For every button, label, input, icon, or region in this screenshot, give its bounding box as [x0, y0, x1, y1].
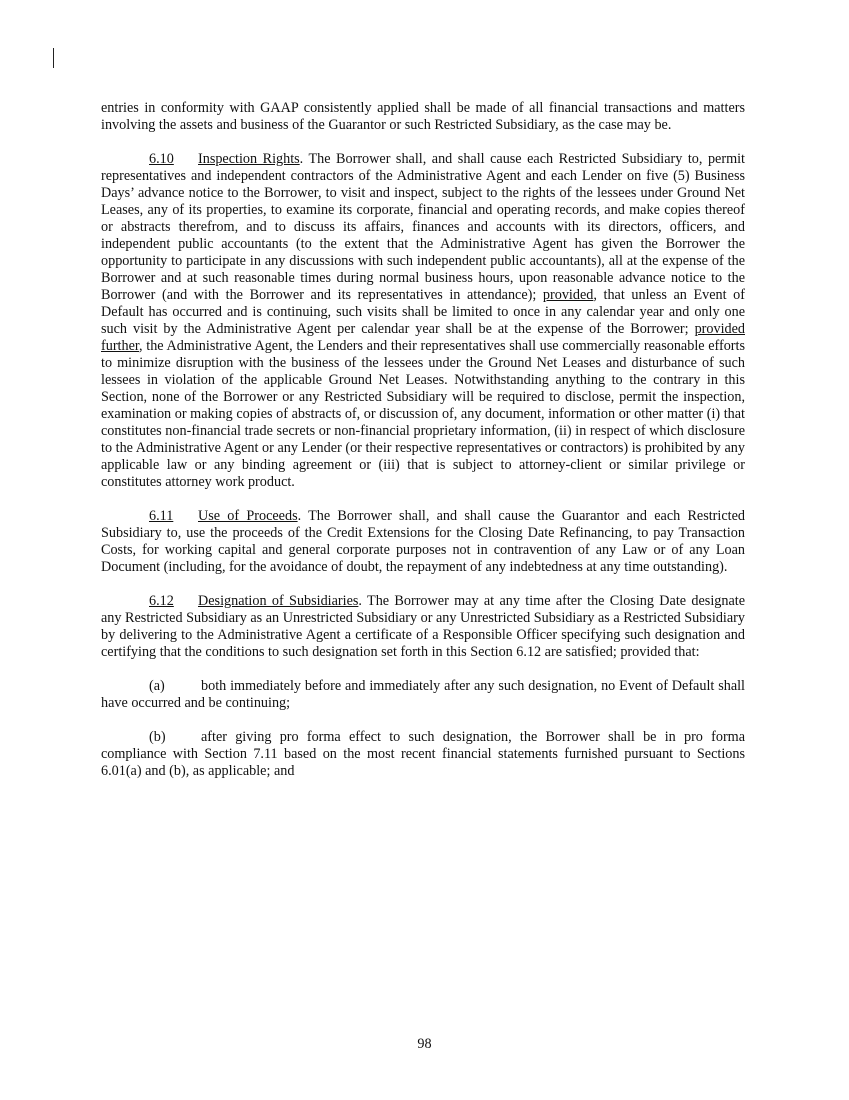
defined-term-provided: provided [694, 321, 745, 337]
section-6-11 [101, 508, 745, 576]
defined-term-further: further [101, 338, 140, 354]
section-text: . The Borrower shall, and shall cause each Restricted Subsidiary to, permit representatives and independent contractors of the Administrative Agent and each Lender on five (5) Business Days’ advance notice to the Borrower, to visit and inspect, subject to the rights of the lessees under Ground Net Leases, any of its properties, to examine its corporate, financial and operating records, and make copies thereof or abstracts therefrom, and to discuss its affairs, finances and accounts with its directors, officers, and independent public accountants (to the extent that the Administrative Agent has given the Borrower the opportunity to participate in any discussions with such independent public accountants), all at the expense of the Borrower and at such reasonable times during normal business hours, upon reasonable advance notice to the Borrower (and with the Borrower and its representatives in attendance); [101, 151, 745, 303]
section-heading: Inspection Rights [198, 151, 300, 167]
section-heading: Designation of Subsidiaries [198, 593, 359, 609]
section-6-12 [101, 593, 745, 661]
section-text: , that unless an Event of Default has occurred and is continuing, such visits shall be limited to once in any calendar year and only one such visit by the Administrative Agent per calendar year shall be at the expense of the Borrower; [101, 287, 745, 337]
section-text: . The Borrower shall, and shall cause the Guarantor and each Restricted Subsidiary to, use the proceeds of the Credit Extensions for the Closing Date Refinancing, to pay Transaction Costs, for working capital and general corporate purposes not in contravention of any Law or of any Loan Document (including, for the avoidance of doubt, the repayment of any indebtedness at any time outstanding). [101, 508, 745, 575]
section-number: 6.11 [149, 508, 174, 524]
document-body [101, 100, 745, 780]
section-text: . The Borrower may at any time after the Closing Date designate any Restricted Subsidiary as an Unrestricted Subsidiary or any Unrestricted Subsidiary as a Restricted Subsidiary by delivering to the Administrative Agent a certificate of a Responsible Officer specifying such designation and certifying that the conditions to such designation set forth in this Section 6.12 are satisfied; provided that: [101, 593, 745, 660]
defined-term-provided: provided [542, 287, 594, 303]
clause-label: (a) [149, 678, 165, 694]
section-number: 6.12 [149, 593, 174, 609]
section-6-10 [101, 151, 745, 491]
section-text: , the Administrative Agent, the Lenders and their representatives shall use commercially reasonable efforts to minimize disruption with the business of the lessees under the Ground Net Leases and disturbance of such lessees in violation of the applicable Ground Net Leases. Notwithstanding anything to the contrary in this Section, none of the Borrower or any Restricted Subsidiary will be required to disclose, permit the inspection, examination or making copies of abstracts of, or discussion of, any document, information or other matter (i) that constitutes non-financial trade secrets or non-financial proprietary information, (ii) in respect of which disclosure to the Administrative Agent or any Lender (or their respective representatives or contractors) is prohibited by any applicable law or any binding agreement or (iii) that is subject to attorney-client or similar privilege or constitutes attorney work product. [101, 338, 745, 490]
page-number: 98 [417, 1036, 432, 1052]
clause-text: after giving pro forma effect to such designation, the Borrower shall be in pro forma compliance with Section 7.11 based on the most recent financial statements furnished pursuant to Sections 6.01(a) and (b), as applicable; and [101, 729, 745, 779]
clause-a [101, 678, 745, 712]
clause-label: (b) [149, 729, 166, 745]
continued-paragraph: entries in conformity with GAAP consistently applied shall be made of all financial transactions and matters involving the assets and business of the Guarantor or such Restricted Subsidiary, as the case may be. [101, 100, 745, 133]
revision-bar [53, 48, 54, 68]
clause-text: both immediately before and immediately after any such designation, no Event of Default shall have occurred and be continuing; [101, 678, 745, 711]
section-number: 6.10 [149, 151, 174, 167]
clause-b [101, 729, 745, 780]
section-heading: Use of Proceeds [198, 508, 298, 524]
